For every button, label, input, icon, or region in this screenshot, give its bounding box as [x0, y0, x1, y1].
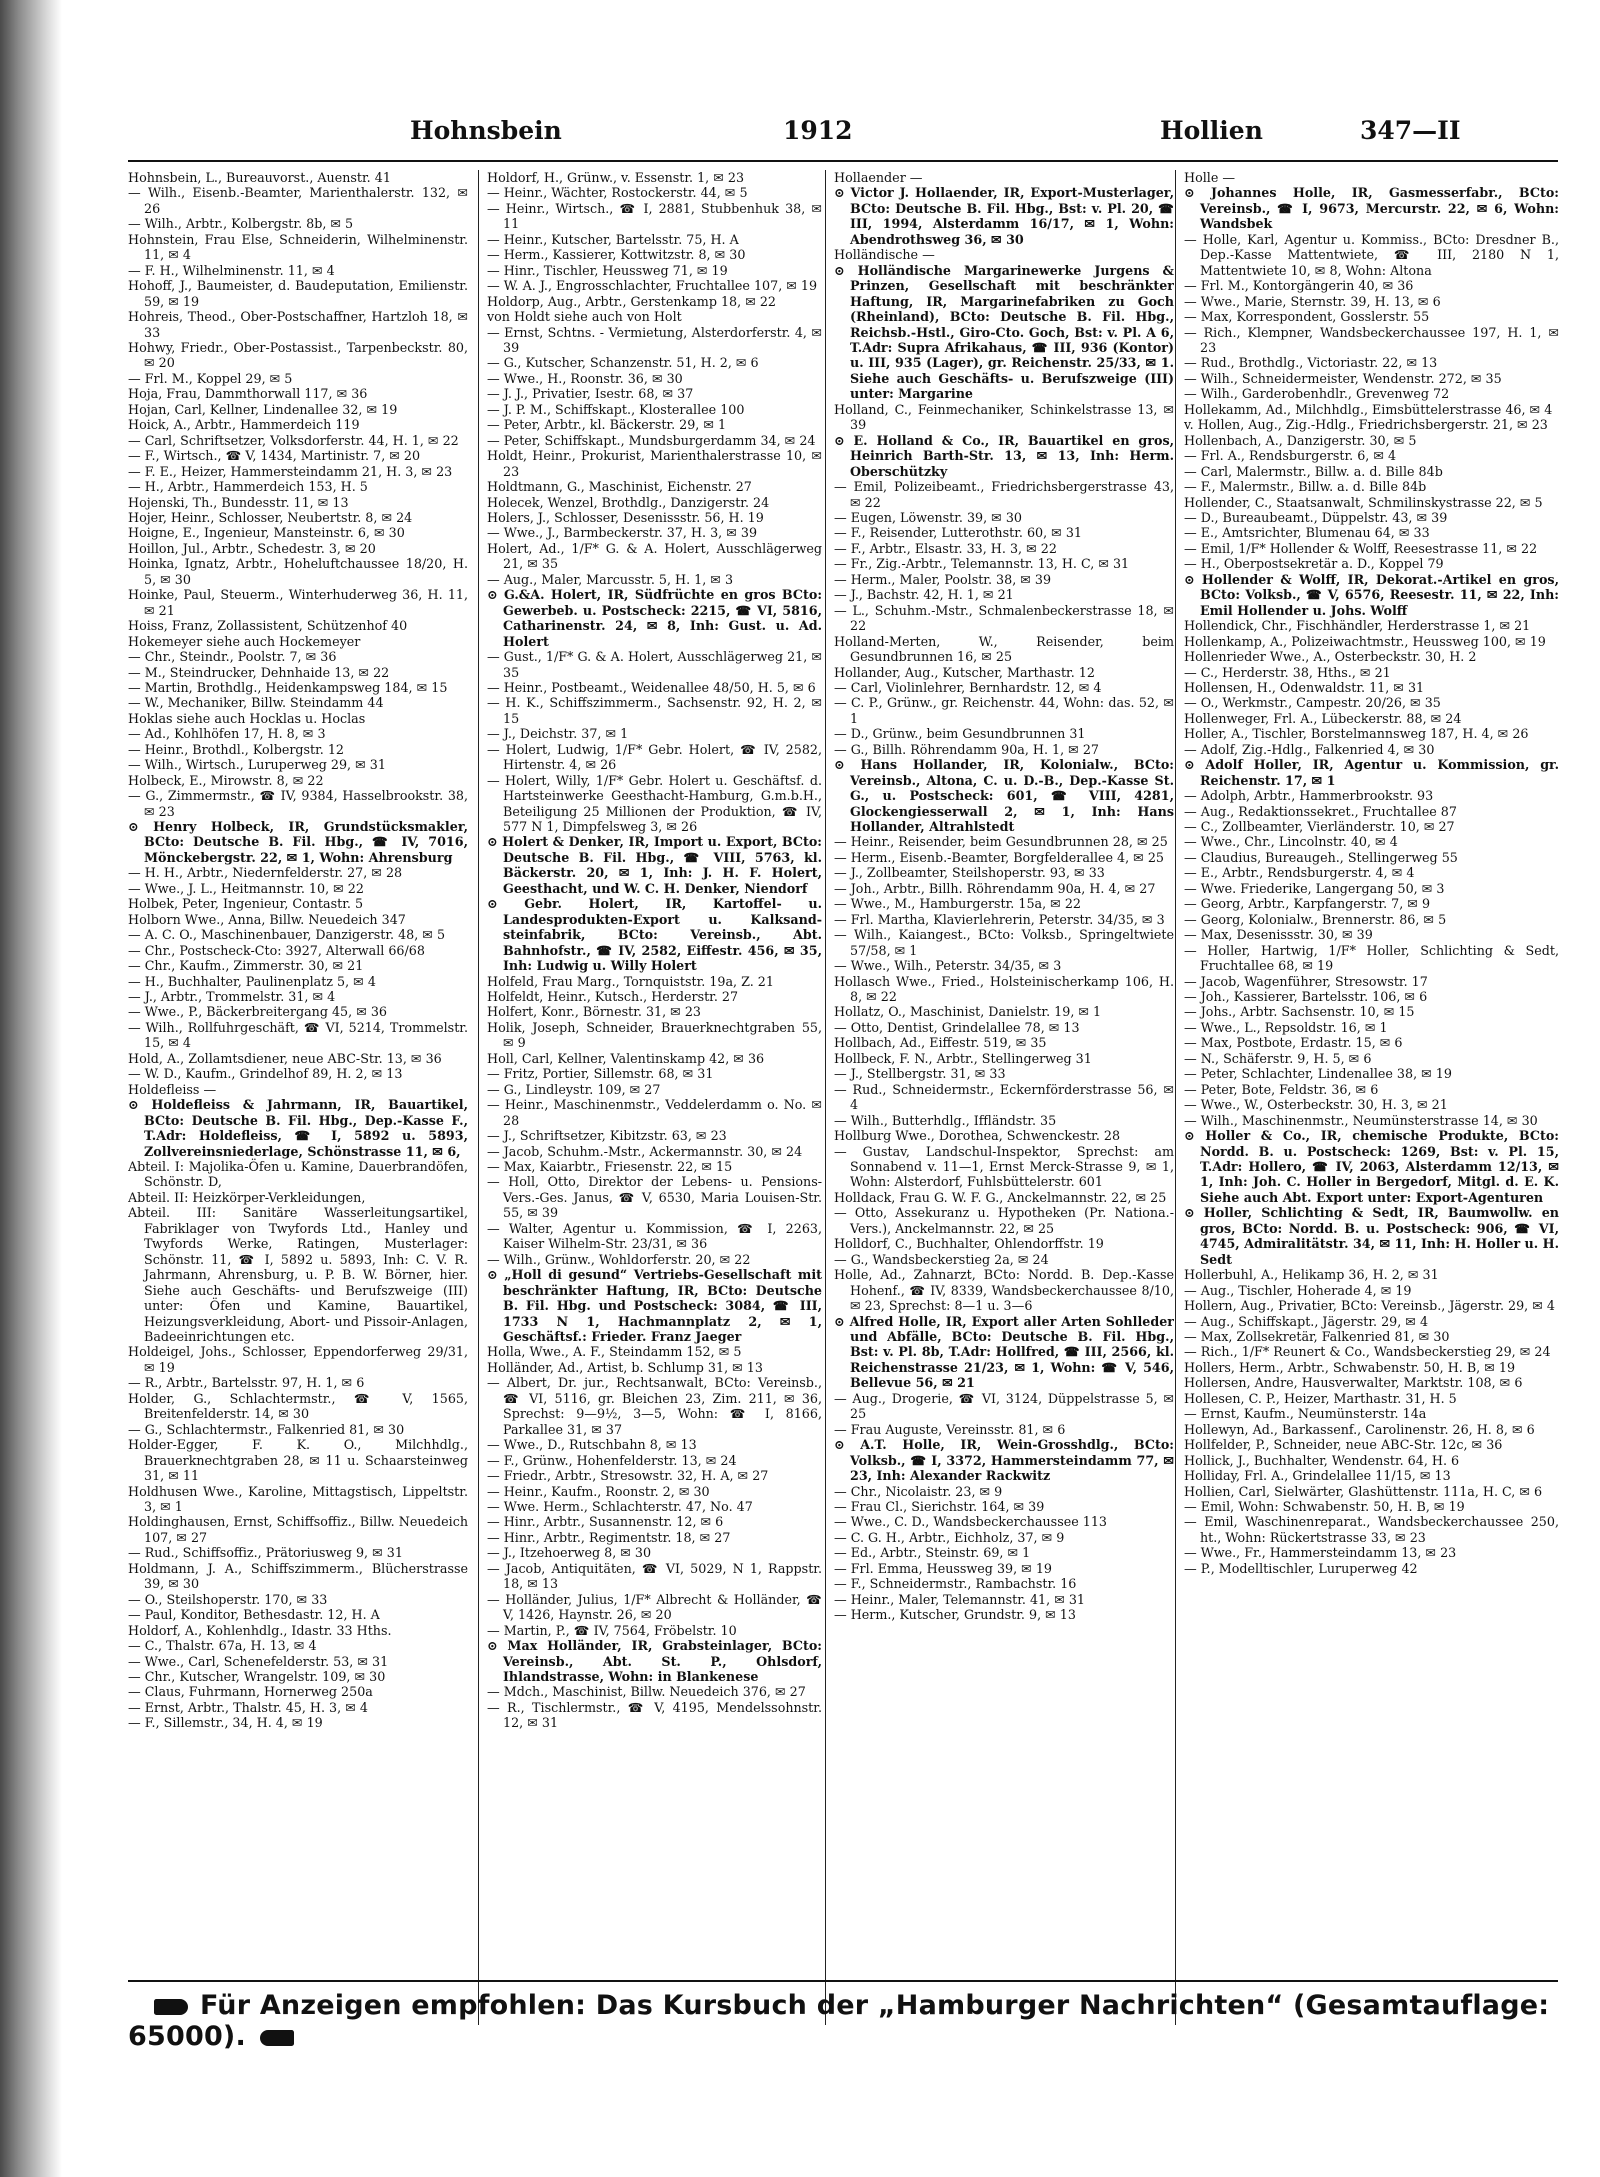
directory-entry: Holdorp, Aug., Arbtr., Gerstenkamp 18, ✉ 22	[487, 293, 776, 309]
directory-entry: — J. P. M., Schiffskapt., Klosterallee 100	[487, 401, 745, 417]
directory-entry: — Carl, Malermstr., Billw. a. d. Bille 84b	[1184, 463, 1443, 479]
directory-entry: — Wilh., Kaiangest., BCto: Volksb., Springeltwiete 57/58, ✉ 1	[834, 927, 1174, 958]
directory-entry: Hollatz, O., Maschinist, Danielstr. 19, ✉ 1	[834, 1004, 1102, 1020]
directory-entry: Holfert, Konr., Börnestr. 31, ✉ 23	[487, 1004, 701, 1020]
directory-entry: — Max, Kaiarbtr., Friesenstr. 22, ✉ 15	[487, 1159, 733, 1174]
directory-entry: Hoiss, Franz, Zollassistent, Schützenhof 40	[128, 618, 408, 634]
directory-entry: — P., Modelltischler, Luruperweg 42	[1184, 1560, 1418, 1576]
directory-entry: — Georg, Kolonialw., Brennerstr. 86, ✉ 5	[1184, 911, 1447, 927]
directory-entry: — O., Steilshoperstr. 170, ✉ 33	[128, 1591, 328, 1607]
directory-entry: — Wilh., Maschinenmstr., Neumünsterstrasse 14, ✉ 30	[1184, 1112, 1538, 1128]
directory-entry: — C. P., Grünw., gr. Reichenstr. 44, Wohn: das. 52, ✉ 1	[834, 695, 1174, 726]
directory-entry: — Ernst, Arbtr., Thalstr. 45, H. 3, ✉ 4	[128, 1699, 368, 1715]
directory-entry: — Herm., Eisenb.-Beamter, Borgfelderallee 4, ✉ 25	[834, 849, 1164, 865]
directory-entry: — Eugen, Löwenstr. 39, ✉ 30	[834, 509, 1022, 525]
directory-entry: — Heinr., Postbeamt., Weidenallee 48/50, H. 5, ✉ 6	[487, 679, 816, 695]
directory-entry: — Heinr., Wächter, Rostockerstr. 44, ✉ 5	[487, 185, 748, 201]
directory-entry: — G., Billh. Röhrendamm 90a, H. 1, ✉ 27	[834, 741, 1099, 757]
directory-entry: — Fr., Zig.-Arbtr., Telemannstr. 13, H. C, ✉ 31	[834, 556, 1130, 572]
directory-entry: — G., Lindleystr. 109, ✉ 27	[487, 1081, 661, 1097]
directory-entry: — Joh., Kassierer, Bartelsstr. 106, ✉ 6	[1184, 989, 1428, 1005]
directory-entry: — Wilh., Wirtsch., Luruperweg 29, ✉ 31	[128, 757, 386, 773]
directory-entry: — J., Arbtr., Trommelstr. 31, ✉ 4	[128, 989, 336, 1005]
directory-entry: — Wwe., P., Bäckerbreitergang 45, ✉ 36	[128, 1004, 388, 1020]
directory-entry: Holldack, Frau G. W. F. G., Anckelmannstr. 22, ✉ 25	[834, 1189, 1167, 1205]
directory-entry: — Holert, Willy, 1/F* Gebr. Holert u. Geschäftsf. d. Hartsteinwerke Geesthacht-Hamburg, G.m.b.H., Beteiligung 25 Millionen der Produktion, ☎ IV, 577 N 1, Dimpfelsweg 3, ✉ 26	[487, 772, 822, 835]
directory-entry: — E., Arbtr., Rendsburgerstr. 4, ✉ 4	[1184, 865, 1415, 881]
directory-entry: — Wwe., W., Osterbeckstr. 30, H. 3, ✉ 21	[1184, 1097, 1448, 1113]
directory-entry: Hojan, Carl, Kellner, Lindenallee 32, ✉ 19	[128, 401, 398, 417]
directory-entry: ⊙ Holler & Co., IR, chemische Produkte, BCto: Nordd. B. u. Postscheck: 1269, Bst: v. Pl. 15, T.Adr: Hollero, ☎ IV, 2063, Alsterdamm 12/13, ✉ 1, Inh: Joh. C. Holler in Bergedorf, Mitgl. d. E. K. Siehe auch Abt. Export unter: Export-Agenturen	[1184, 1128, 1559, 1205]
directory-entry: — J., Stellbergstr. 31, ✉ 33	[834, 1066, 1006, 1082]
directory-entry: ⊙ Holler, Schlichting & Sedt, IR, Baumwollw. en gros, BCto: Nordd. B. u. Postscheck: 906, ☎ VI, 4745, Admiralitätstr. 34, ✉ 11, Inh: H. Holler u. H. Sedt	[1184, 1205, 1559, 1267]
directory-entry: — Jacob, Wagenführer, Stresowstr. 17	[1184, 973, 1428, 989]
directory-entry: — Heinr., Maler, Telemannstr. 41, ✉ 31	[834, 1591, 1086, 1607]
directory-entry: Hollerbuhl, A., Helikamp 36, H. 2, ✉ 31	[1184, 1267, 1439, 1283]
directory-entry: ⊙ Henry Holbeck, IR, Grundstücksmakler, BCto: Deutsche B. Fil. Hbg., ☎ IV, 7016, Mönckebergstr. 22, ✉ 1, Wohn: Ahrensburg	[128, 819, 468, 865]
directory-entry: Holle —	[1184, 170, 1236, 185]
directory-entry: — Max, Postbote, Erdastr. 15, ✉ 6	[1184, 1035, 1403, 1051]
directory-entry: Hollfelder, P., Schneider, neue ABC-Str. 12c, ✉ 36	[1184, 1437, 1503, 1453]
directory-entry: — J., Zollbeamter, Steilshoperstr. 93, ✉ 33	[834, 865, 1105, 881]
directory-entry: — Hinr., Arbtr., Susannenstr. 12, ✉ 6	[487, 1514, 724, 1530]
directory-entry: Hoick, A., Arbtr., Hammerdeich 119	[128, 417, 360, 433]
directory-entry: ⊙ G.&A. Holert, IR, Südfrüchte en gros BCto: Gewerbeb. u. Postscheck: 2215, ☎ VI, 5816, Catharinenstr. 24, ✉ 8, Inh: Gust. u. Ad. Holert	[487, 587, 822, 649]
directory-entry: Hohnsbein, L., Bureauvorst., Auenstr. 41	[128, 170, 391, 185]
directory-entry: Holland, C., Feinmechaniker, Schinkelstrasse 13, ✉ 39	[834, 401, 1174, 433]
directory-entry: Hollewyn, Ad., Barkassenf., Carolinenstr. 26, H. 8, ✉ 6	[1184, 1421, 1535, 1437]
directory-entry: — H. K., Schiffszimmerm., Sachsenstr. 92, H. 2, ✉ 15	[487, 695, 822, 726]
directory-entry: — Otto, Assekuranz u. Hypotheken (Pr. Nationa.-Vers.), Anckelmannstr. 22, ✉ 25	[834, 1205, 1174, 1236]
directory-entry: — Ernst, Kaufm., Neumünsterstr. 14a	[1184, 1406, 1427, 1422]
directory-entry: — Emil, Polizeibeamt., Friedrichsbergerstrasse 43, ✉ 22	[834, 479, 1174, 510]
directory-entry: — Frl. M., Kontorgängerin 40, ✉ 36	[1184, 278, 1414, 294]
column-3	[825, 170, 1174, 2025]
directory-entry: — W. D., Kaufm., Grindelhof 89, H. 2, ✉ 13	[128, 1066, 403, 1082]
directory-entry: — Heinr., Brothdl., Kolbergstr. 12	[128, 741, 345, 757]
directory-entry: ⊙ Holert & Denker, IR, Import u. Export, BCto: Deutsche B. Fil. Hbg., ☎ VIII, 5763, kl. Bäckerstr. 20, ✉ 1, Inh: J. H. F. Holert, Geesthacht, und W. C. H. Denker, Niendorf	[487, 834, 822, 896]
directory-entry: Holdhusen Wwe., Karoline, Mittagstisch, Lippeltstr. 3, ✉ 1	[128, 1483, 468, 1514]
directory-entry: Hollers, Herm., Arbtr., Schwabenstr. 50, H. B, ✉ 19	[1184, 1359, 1516, 1375]
directory-entry: — Mdch., Maschinist, Billw. Neuedeich 376, ✉ 27	[487, 1684, 806, 1700]
directory-entry: Hohoff, J., Baumeister, d. Baudeputation, Emilienstr. 59, ✉ 19	[128, 278, 468, 309]
directory-entry: — Holländer, Julius, 1/F* Albrecht & Holländer, ☎ V, 1426, Haynstr. 26, ✉ 20	[487, 1591, 822, 1623]
directory-entry: — Ernst, Schtns. - Vermietung, Alsterdorferstr. 4, ✉ 39	[487, 324, 822, 355]
directory-entry: — Martin, P., ☎ IV, 7564, Fröbelstr. 10	[487, 1622, 737, 1638]
directory-entry: Holert, Ad., 1/F* G. & A. Holert, Ausschlägerweg 21, ✉ 35	[487, 540, 822, 572]
directory-entry: — Aug., Tischler, Hoherade 4, ✉ 19	[1184, 1282, 1412, 1298]
directory-entry: — Adolph, Arbtr., Hammerbrookstr. 93	[1184, 788, 1434, 804]
directory-entry: — F., Wirtsch., ☎ V, 1434, Martinistr. 7, ✉ 20	[128, 448, 421, 464]
directory-entry: Hojer, Heinr., Schlosser, Neubertstr. 8, ✉ 24	[128, 509, 413, 525]
directory-entry: Hollensen, H., Odenwaldstr. 11, ✉ 31	[1184, 679, 1425, 695]
directory-entry: Holers, J., Schlosser, Desenissstr. 56, H. 19	[487, 509, 764, 525]
directory-entry: Holländer, Ad., Artist, b. Schlump 31, ✉ 13	[487, 1359, 763, 1375]
directory-entry: Holecek, Wenzel, Brothdlg., Danzigerstr. 24	[487, 494, 770, 510]
directory-entry: — Frau Cl., Sierichstr. 164, ✉ 39	[834, 1498, 1045, 1514]
directory-entry: — Frau Auguste, Vereinsstr. 81, ✉ 6	[834, 1421, 1066, 1437]
pointing-hand-right-icon	[260, 2030, 294, 2046]
directory-entry: Hollesen, C. P., Heizer, Marthastr. 31, H. 5	[1184, 1390, 1457, 1406]
directory-entry: Holla, Wwe., A. F., Steindamm 152, ✉ 5	[487, 1344, 742, 1360]
directory-entry: — J., Bachstr. 42, H. 1, ✉ 21	[834, 587, 1014, 603]
directory-entry: — J. J., Privatier, Isestr. 68, ✉ 37	[487, 386, 694, 402]
directory-entry: — Jacob, Schuhm.-Mstr., Ackermannstr. 30, ✉ 24	[487, 1143, 803, 1159]
directory-entry: — H., Oberpostsekretär a. D., Koppel 79	[1184, 556, 1444, 572]
directory-entry: Hoillon, Jul., Arbtr., Schedestr. 3, ✉ 20	[128, 540, 376, 556]
directory-entry: — Wwe., J. L., Heitmannstr. 10, ✉ 22	[128, 880, 364, 896]
directory-entry: — Heinr., Reisender, beim Gesundbrunnen 28, ✉ 25	[834, 834, 1168, 850]
directory-entry: — G., Kutscher, Schanzenstr. 51, H. 2, ✉ 6	[487, 355, 759, 371]
directory-entry: — Wwe. Friederike, Langergang 50, ✉ 3	[1184, 880, 1445, 896]
directory-entry: — Ed., Arbtr., Steinstr. 69, ✉ 1	[834, 1545, 1031, 1561]
directory-entry: — H., Arbtr., Hammerdeich 153, H. 5	[128, 479, 368, 495]
directory-entry: — Aug., Maler, Marcusstr. 5, H. 1, ✉ 3	[487, 571, 734, 587]
directory-entry: ⊙ E. Holland & Co., IR, Bauartikel en gros, Heinrich Barth-Str. 13, ✉ 13, Inh: Herm. Oberschützky	[834, 432, 1174, 479]
directory-entry: — Herm., Kutscher, Grundstr. 9, ✉ 13	[834, 1607, 1076, 1623]
directory-entry: — J., Schriftsetzer, Kibitzstr. 63, ✉ 23	[487, 1128, 727, 1144]
directory-entry: — Jacob, Antiquitäten, ☎ VI, 5029, N 1, Rappstr. 18, ✉ 13	[487, 1560, 822, 1592]
directory-entry: — Carl, Schriftsetzer, Volksdorferstr. 44, H. 1, ✉ 22	[128, 432, 459, 448]
directory-entry: ⊙ Alfred Holle, IR, Export aller Arten Sohlleder und Abfälle, BCto: Deutsche B. Fil. Hbg., Bst: v. Pl. 8b, T.Adr: Hollfred, ☎ III, 2566, kl. Reichenstrasse 21/23, ✉ 1, Wohn: ☎ V, 546, Bellevue 56, ✉ 21	[834, 1313, 1174, 1391]
column-1	[128, 170, 476, 2025]
directory-entry: Hollenweger, Frl. A., Lübeckerstr. 88, ✉ 24	[1184, 710, 1462, 726]
directory-entry: — Wwe., Marie, Sternstr. 39, H. 13, ✉ 6	[1184, 293, 1441, 309]
directory-entry: — H. H., Arbtr., Niedernfelderstr. 27, ✉ 28	[128, 865, 403, 881]
directory-entry: Hollendick, Chr., Fischhändler, Herderstrasse 1, ✉ 21	[1184, 618, 1531, 634]
directory-entry: — D., Grünw., beim Gesundbrunnen 31	[834, 726, 1086, 742]
directory-entry: — Rich., Klempner, Wandsbeckerchaussee 197, H. 1, ✉ 23	[1184, 324, 1559, 355]
directory-entry: Hohwy, Friedr., Ober-Postassist., Tarpenbeckstr. 80, ✉ 20	[128, 339, 468, 371]
directory-entry: von Holdt siehe auch von Holt	[487, 309, 682, 325]
directory-entry: — Holler, Hartwig, 1/F* Holler, Schlichting & Sedt, Fruchtallee 68, ✉ 19	[1184, 942, 1559, 974]
directory-entry: — Peter, Schlachter, Lindenallee 38, ✉ 19	[1184, 1066, 1452, 1082]
directory-entry: — Wwe., Wilh., Peterstr. 34/35, ✉ 3	[834, 958, 1062, 974]
directory-entry: — G., Zimmermstr., ☎ IV, 9384, Hasselbrookstr. 38, ✉ 23	[128, 788, 468, 819]
directory-entry: Hollern, Aug., Privatier, BCto: Vereinsb., Jägerstr. 29, ✉ 4	[1184, 1298, 1555, 1314]
directory-columns	[128, 170, 1558, 2025]
directory-entry: Hollburg Wwe., Dorothea, Schwenckestr. 28	[834, 1128, 1121, 1144]
directory-entry: Holder, G., Schlachtermstr., ☎ V, 1565, Breitenfelderstr. 14, ✉ 30	[128, 1390, 468, 1422]
directory-entry: — Wwe., Chr., Lincolnstr. 40, ✉ 4	[1184, 834, 1398, 850]
directory-entry: Holländische —	[834, 247, 935, 263]
directory-entry: — F., Malermstr., Billw. a. d. Bille 84b	[1184, 479, 1427, 495]
directory-entry: — Herm., Maler, Poolstr. 38, ✉ 39	[834, 571, 1052, 587]
directory-entry: — C., Zollbeamter, Vierländerstr. 10, ✉ 27	[1184, 819, 1455, 835]
directory-entry: — Wwe., C. D., Wandsbeckerchaussee 113	[834, 1514, 1107, 1530]
directory-entry: — Peter, Arbtr., kl. Bäckerstr. 29, ✉ 1	[487, 417, 727, 433]
directory-entry: — G., Wandsbeckerstieg 2a, ✉ 24	[834, 1251, 1049, 1267]
directory-entry: — Rud., Brothdlg., Victoriastr. 22, ✉ 13	[1184, 355, 1438, 371]
directory-entry: — Aug., Redaktionssekret., Fruchtallee 87	[1184, 803, 1457, 819]
directory-entry: Holdorf, H., Grünw., v. Essenstr. 1, ✉ 23	[487, 170, 745, 185]
directory-entry: Holler, A., Tischler, Borstelmannsweg 187, H. 4, ✉ 26	[1184, 726, 1529, 742]
directory-entry: ⊙ Hollender & Wolff, IR, Dekorat.-Artikel en gros, BCto: Volksb., ☎ V, 6576, Reesestr. 11, ✉ 22, Inh: Emil Hollender u. Johs. Wolff	[1184, 571, 1559, 618]
directory-entry: — Wilh., Rollfuhrgeschäft, ☎ VI, 5214, Trommelstr. 15, ✉ 4	[128, 1019, 468, 1051]
directory-entry: — J., Itzehoerweg 8, ✉ 30	[487, 1545, 652, 1561]
directory-entry: Hollbeck, F. N., Arbtr., Stellingerweg 31	[834, 1050, 1092, 1066]
directory-entry: Hokemeyer siehe auch Hockemeyer	[128, 633, 361, 649]
directory-entry: — O., Werkmstr., Campestr. 20/26, ✉ 35	[1184, 695, 1441, 711]
directory-entry: Holle, Ad., Zahnarzt, BCto: Nordd. B. Dep.-Kasse Hohenf., ☎ IV, 8339, Wandsbeckerchaussee 8/10, ✉ 23, Sprechst: 8—1 u. 3—6	[834, 1267, 1174, 1314]
book-binding-shadow	[0, 0, 62, 2177]
directory-entry: Hollien, Carl, Sielwärter, Glashüttenstr. 111a, H. C, ✉ 6	[1184, 1483, 1543, 1499]
directory-entry: Hoinka, Ignatz, Arbtr., Hoheluftchaussee 18/20, H. 5, ✉ 30	[128, 556, 468, 587]
directory-entry: — Frl. M., Koppel 29, ✉ 5	[128, 370, 293, 386]
directory-entry: Hollaender —	[834, 170, 923, 185]
directory-entry: — J., Deichstr. 37, ✉ 1	[487, 726, 629, 742]
directory-entry: — M., Steindrucker, Dehnhaide 13, ✉ 22	[128, 664, 390, 680]
directory-entry: — Max, Korrespondent, Gosslerstr. 55	[1184, 309, 1430, 325]
directory-entry: — Frl. Emma, Heussweg 39, ✉ 19	[834, 1560, 1052, 1576]
directory-entry: — L., Schuhm.-Mstr., Schmalenbeckerstrasse 18, ✉ 22	[834, 602, 1174, 634]
directory-entry: — F., Reisender, Lutterothstr. 60, ✉ 31	[834, 525, 1082, 541]
directory-entry: Holdtmann, G., Maschinist, Eichenstr. 27	[487, 479, 752, 495]
directory-entry: — Chr., Postscheck-Cto: 3927, Alterwall 66/68	[128, 942, 425, 958]
directory-entry: — Aug., Drogerie, ☎ VI, 3124, Düppelstrasse 5, ✉ 25	[834, 1390, 1174, 1422]
directory-entry: — Fritz, Portier, Sillemstr. 68, ✉ 31	[487, 1066, 714, 1082]
directory-entry: — Wwe., D., Rutschbahn 8, ✉ 13	[487, 1437, 697, 1453]
page-number: 347—II	[1360, 116, 1461, 145]
directory-entry: — Herm., Kassierer, Kottwitzstr. 8, ✉ 30	[487, 247, 746, 263]
directory-entry: — F., Schneidermstr., Rambachstr. 16	[834, 1576, 1077, 1592]
directory-entry: — Rud., Schneidermstr., Eckernförderstrasse 56, ✉ 4	[834, 1081, 1174, 1113]
directory-entry: — C. G. H., Arbtr., Eichholz, 37, ✉ 9	[834, 1529, 1065, 1545]
directory-entry: — Carl, Violinlehrer, Bernhardstr. 12, ✉ 4	[834, 679, 1102, 695]
directory-entry: — A. C. O., Maschinenbauer, Danzigerstr. 48, ✉ 5	[128, 927, 446, 943]
directory-entry: — Heinr., Wirtsch., ☎ I, 2881, Stubbenhuk 38, ✉ 11	[487, 200, 822, 232]
footer-text: Für Anzeigen empfohlen: Das Kursbuch der „Hamburger Nachrichten“ (Gesamtauflage: 65000).	[128, 1990, 1550, 2052]
directory-entry: ⊙ „Holl di gesund“ Vertriebs-Gesellschaft mit beschränkter Haftung, IR, BCto: Deutsche B. Fil. Hbg. und Postscheck: 3084, ☎ III, 1733 N 1, Hachmannplatz 2, ✉ 1, Geschäftsf.: Frieder. Franz Jaeger	[487, 1267, 822, 1344]
advertisement-footer	[128, 1980, 1558, 2052]
directory-entry: — Otto, Dentist, Grindelallee 78, ✉ 13	[834, 1019, 1080, 1035]
directory-entry: — Heinr., Kaufm., Roonstr. 2, ✉ 30	[487, 1483, 710, 1499]
directory-entry: — Albert, Dr. jur., Rechtsanwalt, BCto: Vereinsb., ☎ VI, 5116, gr. Bleichen 23, Zim. 211, ✉ 36, Sprechst: 9—9½, 3—5, Wohn: ☎ I, 8166, Parkallee 31, ✉ 37	[487, 1375, 822, 1437]
directory-entry: Abteil. II: Heizkörper-Verkleidungen,	[128, 1189, 366, 1205]
directory-entry: — Wilh., Grünw., Wohldorferstr. 20, ✉ 22	[487, 1251, 751, 1267]
directory-entry: — N., Schäferstr. 9, H. 5, ✉ 6	[1184, 1050, 1372, 1066]
directory-entry: Hoklas siehe auch Hocklas u. Hoclas	[128, 710, 366, 726]
directory-entry: — Frl. A., Rendsburgerstr. 6, ✉ 4	[1184, 448, 1397, 464]
directory-entry: — Walter, Agentur u. Kommission, ☎ I, 2263, Kaiser Wilhelm-Str. 23/31, ✉ 36	[487, 1220, 822, 1252]
directory-entry: — Gustav, Landschul-Inspektor, Sprechst: am Sonnabend v. 11—1, Ernst Merck-Strasse 9, ✉ 1, Wohn: Alsterdorf, Fuhlsbüttelerstr. 601	[834, 1143, 1174, 1190]
directory-entry: Hollasch Wwe., Fried., Holsteinischerkamp 106, H. 8, ✉ 22	[834, 973, 1174, 1005]
directory-entry: — Peter, Bote, Feldstr. 36, ✉ 6	[1184, 1081, 1379, 1097]
directory-entry: — Hinr., Arbtr., Regimentstr. 18, ✉ 27	[487, 1529, 731, 1545]
directory-entry: — Wwe. Herm., Schlachterstr. 47, No. 47	[487, 1498, 753, 1514]
directory-entry: — Chr., Nicolaistr. 23, ✉ 9	[834, 1483, 1003, 1499]
directory-entry: — Joh., Arbtr., Billh. Röhrendamm 90a, H. 4, ✉ 27	[834, 880, 1156, 896]
directory-entry: Hohnstein, Frau Else, Schneiderin, Wilhelminenstr. 11, ✉ 4	[128, 231, 468, 263]
directory-entry: ⊙ Max Holländer, IR, Grabsteinlager, BCto: Vereinsb., Abt. St. P., Ohlsdorf, Ihlandstrasse, Wohn: in Blankenese	[487, 1638, 822, 1684]
right-keyword: Hollien	[1160, 116, 1263, 145]
directory-entry: — H., Buchhalter, Paulinenplatz 5, ✉ 4	[128, 973, 376, 989]
left-keyword: Hohnsbein	[410, 116, 562, 145]
directory-entry: Abteil. III: Sanitäre Wasserleitungsartikel, Fabriklager von Twyfords Ltd., Hanley und Twyfords Werke, Ratingen, Musterlager: Schönstr. 11, ☎ I, 5892 u. 5893, Inh: C. V. R. Jahrmann, Ahrensburg, u. P. B. W. Börner, hier. Siehe auch Geschäfts- und Berufszweige (III) unter: Öfen und Kamine, Bauartikel, Heizungsverkleidung, Abort- und Pissoir-Anlagen, Badeeinrichtungen etc.	[128, 1205, 468, 1344]
directory-entry: Holfeld, Frau Marg., Tornquiststr. 19a, Z. 21	[487, 973, 774, 989]
directory-entry: Holland-Merten, W., Reisender, beim Gesundbrunnen 16, ✉ 25	[834, 633, 1174, 665]
directory-entry: Hoja, Frau, Dammthorwall 117, ✉ 36	[128, 386, 368, 402]
directory-entry: — C., Herderstr. 38, Hths., ✉ 21	[1184, 664, 1391, 680]
directory-entry: — Wwe., Fr., Hammersteindamm 13, ✉ 23	[1184, 1545, 1457, 1561]
directory-entry: — R., Tischlermstr., ☎ V, 4195, Mendelssohnstr. 12, ✉ 31	[487, 1699, 822, 1731]
directory-entry: — Emil, 1/F* Hollender & Wolff, Reesestrasse 11, ✉ 22	[1184, 540, 1538, 556]
directory-entry: — Wilh., Schneidermeister, Wendenstr. 272, ✉ 35	[1184, 370, 1502, 386]
directory-page	[128, 108, 1559, 1731]
directory-entry: Hollenkamp, A., Polizeiwachtmstr., Heussweg 100, ✉ 19	[1184, 633, 1546, 649]
page-header	[128, 108, 1558, 162]
directory-entry: Holdt, Heinr., Prokurist, Marienthalerstrasse 10, ✉ 23	[487, 448, 822, 479]
directory-entry: — Chr., Kutscher, Wrangelstr. 109, ✉ 30	[128, 1668, 386, 1684]
directory-entry: Holdefleiss —	[128, 1081, 217, 1097]
directory-entry: ⊙ Hans Hollander, IR, Kolonialw., BCto: Vereinsb., Altona, C. u. D.-B., Dep.-Kasse St. G., u. Postscheck: 601, ☎ VIII, 4281, Glockengiesserwall 2, ✉ 1, Inh: Hans Hollander, Altrahlstedt	[834, 757, 1174, 835]
directory-entry: Hollekamm, Ad., Milchhdlg., Eimsbüttelerstrasse 46, ✉ 4	[1184, 401, 1553, 417]
directory-entry: — Aug., Schiffskapt., Jägerstr. 29, ✉ 4	[1184, 1313, 1429, 1329]
directory-entry: — E., Amtsrichter, Blumenau 64, ✉ 33	[1184, 525, 1430, 541]
directory-entry: Holdinghausen, Ernst, Schiffsoffiz., Billw. Neuedeich 107, ✉ 27	[128, 1514, 468, 1545]
directory-entry: — Peter, Schiffskapt., Mundsburgerdamm 34, ✉ 24	[487, 432, 816, 448]
directory-entry: ⊙ Holdefleiss & Jahrmann, IR, Bauartikel, BCto: Deutsche B. Fil. Hbg., Dep.-Kasse F., T.Adr: Holdefleiss, ☎ I, 5892 u. 5893, Zollvereinsniederlage, Schönstrasse 11, ✉ 6,	[128, 1097, 468, 1159]
directory-entry: — Rud., Schiffsoffiz., Prätoriusweg 9, ✉ 31	[128, 1545, 403, 1561]
directory-entry: — Hinr., Tischler, Heussweg 71, ✉ 19	[487, 262, 728, 278]
directory-entry: — Johs., Arbtr. Sachsenstr. 10, ✉ 15	[1184, 1004, 1415, 1020]
directory-entry: Hollander, Aug., Kutscher, Marthastr. 12	[834, 664, 1095, 680]
directory-entry: — Emil, Wohn: Schwabenstr. 50, H. B, ✉ 19	[1184, 1498, 1465, 1514]
directory-entry: Abteil. I: Majolika-Öfen u. Kamine, Dauerbrandöfen, Schönstr. D,	[128, 1159, 468, 1190]
column-4	[1175, 170, 1559, 2025]
directory-entry: — Wwe., M., Hamburgerstr. 15a, ✉ 22	[834, 896, 1081, 912]
directory-entry: Hollenrieder Wwe., A., Osterbeckstr. 30, H. 2	[1184, 649, 1477, 665]
directory-entry: — F. H., Wilhelminenstr. 11, ✉ 4	[128, 262, 335, 278]
directory-entry: — Friedr., Arbtr., Stresowstr. 32, H. A, ✉ 27	[487, 1468, 769, 1484]
directory-entry: Holldorf, C., Buchhalter, Ohlendorffstr. 19	[834, 1236, 1104, 1252]
directory-entry: — Paul, Konditor, Bethesdastr. 12, H. A	[128, 1607, 380, 1623]
directory-entry: — Heinr., Kutscher, Bartelsstr. 75, H. A	[487, 231, 739, 247]
directory-entry: — Claudius, Bureaugeh., Stellingerweg 55	[1184, 849, 1458, 865]
directory-entry: Hollbach, Ad., Eiffestr. 519, ✉ 35	[834, 1035, 1047, 1051]
pointing-hand-left-icon	[154, 1999, 188, 2015]
directory-entry: — Max, Desenissstr. 30, ✉ 39	[1184, 927, 1373, 943]
directory-entry: Hollick, J., Buchhalter, Wendenstr. 64, H. 6	[1184, 1452, 1460, 1468]
directory-entry: — Gust., 1/F* G. & A. Holert, Ausschlägerweg 21, ✉ 35	[487, 649, 822, 680]
directory-entry: — F., Arbtr., Elsastr. 33, H. 3, ✉ 22	[834, 540, 1057, 556]
directory-entry: — G., Schlachtermstr., Falkenried 81, ✉ 30	[128, 1421, 405, 1437]
directory-entry: Holik, Joseph, Schneider, Brauerknechtgraben 55, ✉ 9	[487, 1019, 822, 1051]
directory-entry: ⊙ Adolf Holler, IR, Agentur u. Kommission, gr. Reichenstr. 17, ✉ 1	[1184, 757, 1559, 788]
directory-entry: — Chr., Steindr., Poolstr. 7, ✉ 36	[128, 649, 337, 665]
directory-entry: Hoigne, E., Ingenieur, Mansteinstr. 6, ✉ 30	[128, 525, 405, 541]
directory-entry: — C., Thalstr. 67a, H. 13, ✉ 4	[128, 1638, 317, 1654]
directory-entry: ⊙ A.T. Holle, IR, Wein-Grosshdlg., BCto: Volksb., ☎ I, 3372, Hammersteindamm 77, ✉ 23, Inh: Alexander Rackwitz	[834, 1437, 1174, 1484]
directory-entry: — Wwe., J., Barmbeckerstr. 37, H. 3, ✉ 39	[487, 525, 758, 541]
directory-entry: — W. A. J., Engrosschlachter, Fruchtallee 107, ✉ 19	[487, 278, 818, 294]
directory-entry: Holder-Egger, F. K. O., Milchhdlg., Brauerknechtgraben 28, ✉ 11 u. Schaarsteinweg 31, ✉ 11	[128, 1437, 468, 1484]
directory-entry: Holliday, Frl. A., Grindelallee 11/15, ✉ 13	[1184, 1468, 1451, 1484]
directory-entry: ⊙ Gebr. Holert, IR, Kartoffel- u. Landesprodukten-Export u. Kalksandsteinfabrik, BCto: Vereinsb., Abt. Bahnhofstr., ☎ IV, 2582, Eiffestr. 456, ✉ 35, Inh: Ludwig u. Willy Holert	[487, 896, 822, 974]
directory-entry: Holdorf, A., Kohlenhdlg., Idastr. 33 Hths.	[128, 1622, 392, 1638]
directory-entry: Holborn Wwe., Anna, Billw. Neuedeich 347	[128, 911, 406, 927]
directory-entry: Holbeck, E., Mirowstr. 8, ✉ 22	[128, 772, 324, 788]
directory-entry: Holdmann, J. A., Schiffszimmerm., Blücherstrasse 39, ✉ 30	[128, 1560, 468, 1592]
directory-entry: — Wilh., Arbtr., Kolbergstr. 8b, ✉ 5	[128, 216, 354, 232]
directory-entry: — Rich., 1/F* Reunert & Co., Wandsbeckerstieg 29, ✉ 24	[1184, 1344, 1551, 1360]
directory-entry: — W., Mechaniker, Billw. Steindamm 44	[128, 695, 384, 711]
directory-entry: Hohreis, Theod., Ober-Postschaffner, Hartzloh 18, ✉ 33	[128, 309, 468, 340]
directory-entry: — Georg, Arbtr., Karpfangerstr. 7, ✉ 9	[1184, 896, 1431, 912]
directory-entry: — Emil, Waschinenreparat., Wandsbeckerchaussee 250, ht., Wohn: Rückertstrasse 33, ✉ 23	[1184, 1514, 1559, 1545]
directory-entry: Holfeldt, Heinr., Kutsch., Herderstr. 27	[487, 989, 739, 1005]
directory-entry: Holbek, Peter, Ingenieur, Contastr. 5	[128, 896, 364, 912]
directory-entry: — Holl, Otto, Direktor der Lebens- u. Pensions-Vers.-Ges. Janus, ☎ V, 6530, Maria Louisen-Str. 55, ✉ 39	[487, 1174, 822, 1221]
directory-entry: Hollenbach, A., Danzigerstr. 30, ✉ 5	[1184, 432, 1417, 448]
directory-entry: — Martin, Brothdlg., Heidenkampsweg 184, ✉ 15	[128, 679, 448, 695]
directory-entry: Holdeigel, Johs., Schlosser, Eppendorferweg 29/31, ✉ 19	[128, 1344, 468, 1375]
directory-entry: — Max, Zollsekretär, Falkenried 81, ✉ 30	[1184, 1328, 1450, 1344]
year: 1912	[783, 116, 853, 145]
directory-entry: — Wwe., H., Roonstr. 36, ✉ 30	[487, 370, 683, 386]
directory-entry: — F. E., Heizer, Hammersteindamm 21, H. 3, ✉ 23	[128, 463, 453, 479]
directory-entry: — Chr., Kaufm., Zimmerstr. 30, ✉ 21	[128, 958, 364, 974]
directory-entry: ⊙ Holländische Margarinewerke Jurgens & Prinzen, Gesellschaft mit beschränkter Haftung, IR, Margarinefabriken zu Goch (Rheinland), BCto: Deutsche B. Fil. Hbg., Reichsb.-Hstl., Giro-Cto. Goch, Bst: v. Pl. A 6, T.Adr: Supra Afrikahaus, ☎ III, 936 (Kontor) u. III, 935 (Lager), gr. Reichenstr. 25/33, ✉ 1. Siehe auch Geschäfts- u. Berufszweige (III) unter: Margarine	[834, 262, 1174, 402]
directory-entry: — Wilh., Butterhdlg., Iffländstr. 35	[834, 1112, 1057, 1128]
directory-entry: ⊙ Johannes Holle, IR, Gasmesserfabr., BCto: Vereinsb., ☎ I, 9673, Mercurstr. 22, ✉ 6, Wohn: Wandsbek	[1184, 185, 1559, 232]
directory-entry: — F., Sillemstr., 34, H. 4, ✉ 19	[128, 1715, 323, 1731]
column-2	[478, 170, 822, 2025]
directory-entry: — D., Bureaubeamt., Düppelstr. 43, ✉ 39	[1184, 509, 1448, 525]
directory-entry: Holl, Carl, Kellner, Valentinskamp 42, ✉ 36	[487, 1050, 765, 1066]
directory-entry: — Holert, Ludwig, 1/F* Gebr. Holert, ☎ IV, 2582, Hirtenstr. 4, ✉ 26	[487, 741, 822, 773]
directory-entry: Hold, A., Zollamtsdiener, neue ABC-Str. 13, ✉ 36	[128, 1050, 442, 1066]
directory-entry: — Wilh., Garderobenhdlr., Grevenweg 72	[1184, 386, 1450, 402]
directory-entry: v. Hollen, Aug., Zig.-Hdlg., Friedrichsbergerstr. 21, ✉ 23	[1184, 417, 1548, 433]
directory-entry: — Ad., Kohlhöfen 17, H. 8, ✉ 3	[128, 726, 326, 742]
directory-entry: — Claus, Fuhrmann, Hornerweg 250a	[128, 1684, 373, 1700]
directory-entry: — Adolf, Zig.-Hdlg., Falkenried 4, ✉ 30	[1184, 741, 1435, 757]
directory-entry: — Frl. Martha, Klavierlehrerin, Peterstr. 34/35, ✉ 3	[834, 911, 1165, 927]
directory-entry: Hollersen, Andre, Hausverwalter, Marktstr. 108, ✉ 6	[1184, 1375, 1523, 1391]
directory-entry: — Wwe., Carl, Schenefelderstr. 53, ✉ 31	[128, 1653, 389, 1669]
directory-entry: — F., Grünw., Hohenfelderstr. 13, ✉ 24	[487, 1452, 737, 1468]
directory-entry: — Holle, Karl, Agentur u. Kommiss., BCto: Dresdner B., Dep.-Kasse Mattentwiete, ☎ III, 2180 N 1, Mattentwiete 10, ✉ 8, Wohn: Altona	[1184, 231, 1559, 278]
directory-entry: — Heinr., Maschinenmstr., Veddelerdamm o. No. ✉ 28	[487, 1097, 822, 1128]
directory-entry: — Wwe., L., Repsoldstr. 16, ✉ 1	[1184, 1019, 1388, 1035]
directory-entry: — Wilh., Eisenb.-Beamter, Marienthalerstr. 132, ✉ 26	[128, 185, 468, 216]
directory-entry: ⊙ Victor J. Hollaender, IR, Export-Musterlager, BCto: Deutsche B. Fil. Hbg., Bst: v. Pl. 20, ☎ III, 1994, Alsterdamm 16/17, ✉ 1, Wohn: Abendrothsweg 36, ✉ 30	[834, 185, 1174, 247]
directory-entry: — R., Arbtr., Bartelsstr. 97, H. 1, ✉ 6	[128, 1375, 365, 1391]
directory-entry: Hollender, C., Staatsanwalt, Schmilinskystrasse 22, ✉ 5	[1184, 494, 1543, 510]
directory-entry: Hoinke, Paul, Steuerm., Winterhuderweg 36, H. 11, ✉ 21	[128, 587, 468, 618]
directory-entry: Hojenski, Th., Bundesstr. 11, ✉ 13	[128, 494, 349, 510]
